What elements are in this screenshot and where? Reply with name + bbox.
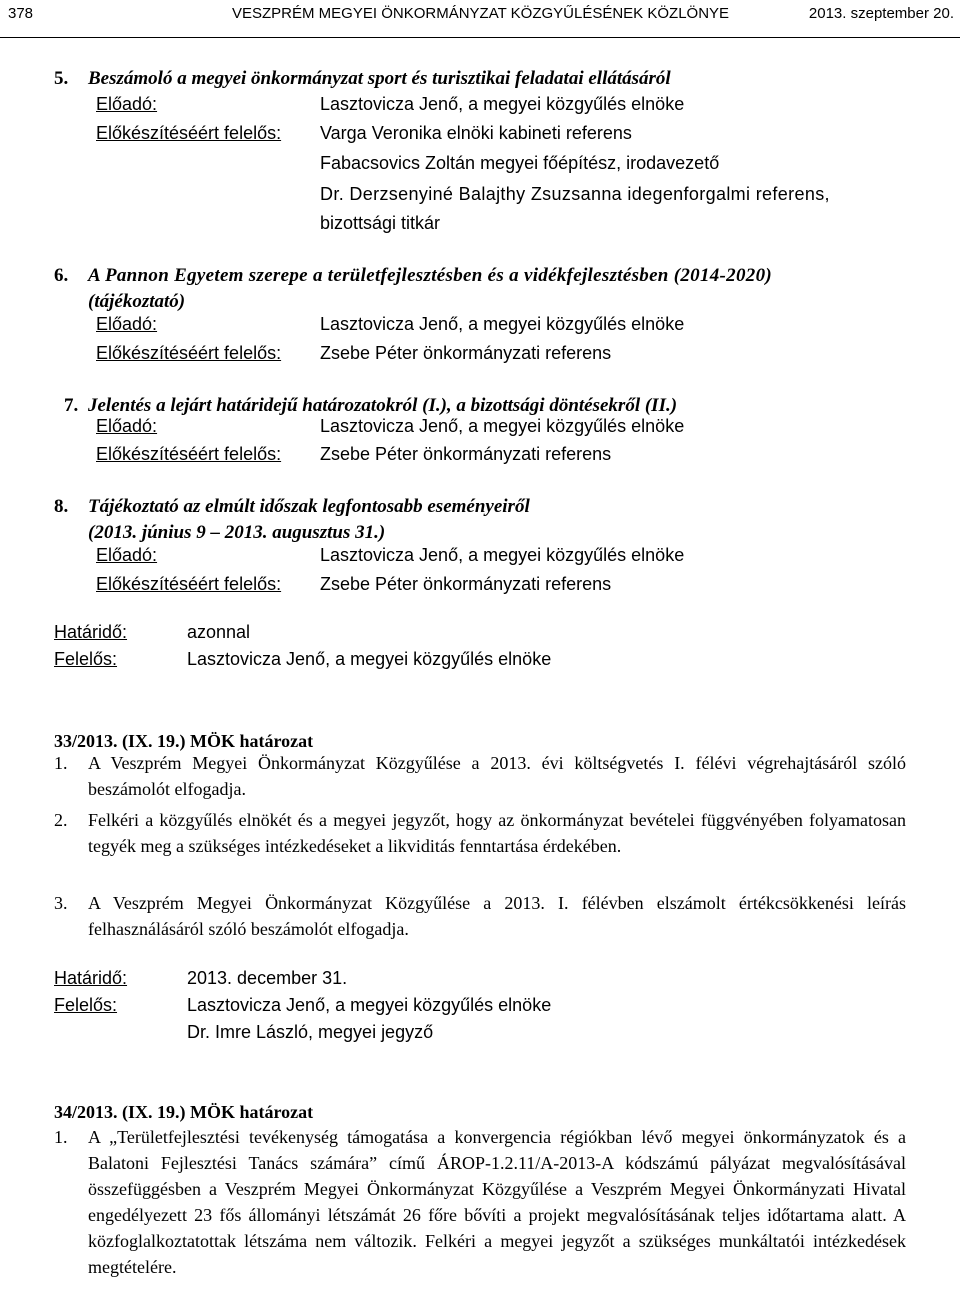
prep-label: Előkészítéséért felelős:: [96, 574, 282, 594]
resolution-paragraph: Felkéri a közgyűlés elnökét és a megyei jegyzőt, hogy az önkormányzat bevételei függvényében folyamatosan tegyék meg a szükséges intézkedéseket a likviditás fenntartása érdekében.: [88, 810, 906, 856]
item-title: Tájékoztató az elmúlt időszak legfontosabb eseményeiről: [88, 496, 530, 517]
item-title: Beszámoló a megyei önkormányzat sport és turisztikai feladatai ellátásáról: [88, 68, 671, 89]
prep-label: Előkészítéséért felelős:: [96, 123, 282, 143]
item-title: A Pannon Egyetem szerepe a területfejlesztésben és a vidékfejlesztésben (2014-2020): [88, 265, 772, 286]
responsible-label: Felelős:: [54, 649, 118, 669]
item-title: (tájékoztató): [88, 291, 186, 312]
publication-title: VESZPRÉM MEGYEI ÖNKORMÁNYZAT KÖZGYŰLÉSÉNEK KÖZLÖNYE: [232, 5, 730, 22]
deadline-label: Határidő:: [54, 622, 128, 642]
presenter: Lasztovicza Jenő, a megyei közgyűlés elnöke: [320, 416, 685, 436]
page-number: 378: [8, 5, 34, 22]
prep-person: bizottsági titkár: [320, 213, 441, 233]
page-header: [0, 0, 960, 38]
responsible-value: Lasztovicza Jenő, a megyei közgyűlés elnöke: [187, 995, 552, 1015]
resolution-paragraph: A Veszprém Megyei Önkormányzat Közgyűlése a 2013. évi költségvetés I. félévi végrehajtásáról szóló beszámolót elfogadja.: [88, 753, 906, 799]
item-number: 7.: [64, 395, 79, 416]
publication-date: 2013. szeptember 20.: [808, 5, 954, 22]
item-number: 5.: [54, 68, 69, 89]
presenter: Lasztovicza Jenő, a megyei közgyűlés elnöke: [320, 545, 685, 565]
resolution-title: 34/2013. (IX. 19.) MÖK határozat: [54, 1102, 314, 1122]
resolution-paragraph: A „Területfejlesztési tevékenység támogatása a konvergencia régiókban lévő megyei önkormányzatok és a Balatoni Fejlesztési Tanács számára” című ÁROP-1.2.11/A-2013-A kódszámú pályázat megvalósításával összefüggésben a Veszprém Megyei Önkormányzat Közgyűlése a Veszprém Megyei Önkormányzati Hivatal engedélyezett 23 fős állományi létszámát 26 főre bővíti a projekt megvalósításának teljes időtartama alatt. A közfoglalkoztatottak létszáma nem változik. Felkéri a megyei jegyzőt a szükséges munkáltatói intézkedések megtételére.: [88, 1127, 906, 1277]
presenter-label: Előadó:: [96, 314, 158, 334]
prep-person: Zsebe Péter önkormányzati referens: [320, 574, 612, 594]
prep-label: Előkészítéséért felelős:: [96, 343, 282, 363]
presenter-label: Előadó:: [96, 94, 158, 114]
paragraph-number: 1.: [54, 1127, 68, 1147]
deadline-value: 2013. december 31.: [187, 968, 348, 988]
responsible-label: Felelős:: [54, 995, 118, 1015]
presenter-label: Előadó:: [96, 416, 158, 436]
resolution-title: 33/2013. (IX. 19.) MÖK határozat: [54, 731, 314, 751]
prep-person: Varga Veronika elnöki kabineti referens: [320, 123, 632, 143]
item-title: Jelentés a lejárt határidejű határozatokról (I.), a bizottsági döntésekről (II.): [88, 395, 678, 416]
responsible-value: Lasztovicza Jenő, a megyei közgyűlés elnöke: [187, 649, 552, 669]
paragraph-number: 3.: [54, 893, 68, 913]
item-number: 8.: [54, 496, 69, 517]
prep-person: Zsebe Péter önkormányzati referens: [320, 444, 612, 464]
prep-person: Zsebe Péter önkormányzati referens: [320, 343, 612, 363]
prep-label: Előkészítéséért felelős:: [96, 444, 282, 464]
responsible-value: Dr. Imre László, megyei jegyző: [187, 1022, 434, 1042]
prep-person: Fabacsovics Zoltán megyei főépítész, irodavezető: [320, 153, 720, 173]
paragraph-number: 1.: [54, 753, 68, 773]
prep-person: Dr. Derzsenyiné Balajthy Zsuzsanna idegenforgalmi referens,: [320, 184, 830, 204]
presenter: Lasztovicza Jenő, a megyei közgyűlés elnöke: [320, 314, 685, 334]
item-title: (2013. június 9 – 2013. augusztus 31.): [88, 522, 386, 543]
presenter: Lasztovicza Jenő, a megyei közgyűlés elnöke: [320, 94, 685, 114]
item-number: 6.: [54, 265, 69, 286]
deadline-label: Határidő:: [54, 968, 128, 988]
resolution-paragraph: A Veszprém Megyei Önkormányzat Közgyűlése a 2013. I. félévben elszámolt értékcsökkenési leírás felhasználásáról szóló beszámolót elfogadja.: [88, 893, 906, 939]
paragraph-number: 2.: [54, 810, 68, 830]
deadline-value: azonnal: [187, 622, 251, 642]
presenter-label: Előadó:: [96, 545, 158, 565]
